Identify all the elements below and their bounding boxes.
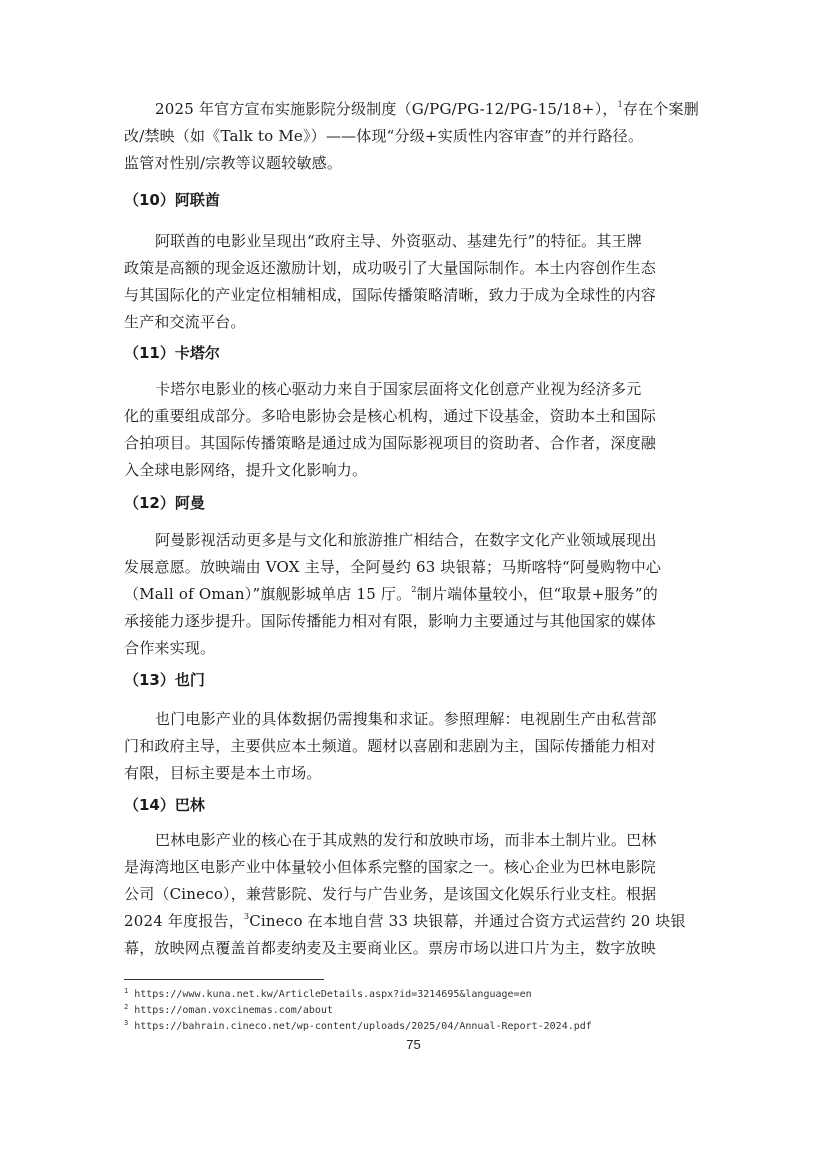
paragraph-yemen xyxy=(124,706,702,787)
text-line: 阿联酋的电影业呈现出“政府主导、外资驱动、基建先行”的特征。其王牌 xyxy=(155,232,642,250)
text-line: 与其国际化的产业定位相辅相成，国际传播策略清晰，致力于成为全球性的内容 xyxy=(124,286,657,304)
text-run: 存在个案删 xyxy=(622,100,699,118)
footnote-2 xyxy=(124,1004,333,1018)
paragraph-bahrain xyxy=(124,827,702,962)
section-heading-oman: （12）阿曼 xyxy=(124,494,205,512)
text-line: 监管对性别/宗教等议题较敏感。 xyxy=(124,154,343,172)
footnote-link[interactable]: https://www.kuna.net.kw/ArticleDetails.aspx?id=3214695&language=en xyxy=(134,989,532,1000)
footnote-mark: 2 xyxy=(124,1003,129,1011)
text-run: 2024 年度报告， xyxy=(124,912,244,930)
section-heading-uae: （10）阿联酋 xyxy=(124,191,220,209)
paragraph-uae xyxy=(124,228,702,336)
footnote-ref-1[interactable]: 1 xyxy=(617,100,623,109)
text-line: 幕，放映网点覆盖首都麦纳麦及主要商业区。票房市场以进口片为主，数字放映 xyxy=(124,939,657,957)
footnote-link[interactable]: https://bahrain.cineco.net/wp-content/uploads/2025/04/Annual-Report-2024.pdf xyxy=(134,1021,592,1032)
text-line: 承接能力逐步提升。国际传播能力相对有限，影响力主要通过与其他国家的媒体 xyxy=(124,612,657,630)
text-line: 公司（Cineco），兼营影院、发行与广告业务，是该国文化娱乐行业支柱。根据 xyxy=(124,885,657,903)
text-line: 化的重要组成部分。多哈电影协会是核心机构，通过下设基金，资助本土和国际 xyxy=(124,407,657,425)
text-run: 制片端体量较小，但“取景+服务”的 xyxy=(416,585,658,603)
text-line: 合作来实现。 xyxy=(124,639,216,657)
footnote-mark: 1 xyxy=(124,987,129,995)
text-line: 政策是高额的现金返还激励计划，成功吸引了大量国际制作。本土内容创作生态 xyxy=(124,259,657,277)
section-heading-qatar: （11）卡塔尔 xyxy=(124,344,220,362)
footnote-1 xyxy=(124,988,532,1002)
text-line: 是海湾地区电影产业中体量较小但体系完整的国家之一。核心企业为巴林电影院 xyxy=(124,858,657,876)
footnote-ref-3[interactable]: 3 xyxy=(243,912,250,921)
text-line: 生产和交流平台。 xyxy=(124,313,246,331)
paragraph-qatar xyxy=(124,376,702,484)
text-run: （Mall of Oman）”旗舰影城单店 15 厅。 xyxy=(124,585,412,603)
section-heading-yemen: （13）也门 xyxy=(124,671,205,689)
text-line: 卡塔尔电影业的核心驱动力来自于国家层面将文化创意产业视为经济多元 xyxy=(155,380,642,398)
paragraph-oman xyxy=(124,527,702,662)
text-run: 2025 年官方宣布实施影院分级制度（G/PG/PG-12/PG-15/18+）， xyxy=(155,100,618,118)
footnote-separator xyxy=(124,979,324,980)
text-run: Cineco 在本地自营 33 块银幕，并通过合资方式运营约 20 块银 xyxy=(249,912,686,930)
paragraph-rating-system xyxy=(124,96,702,177)
footnote-mark: 3 xyxy=(124,1019,129,1027)
footnote-link[interactable]: https://oman.voxcinemas.com/about xyxy=(134,1005,333,1016)
text-line: 门和政府主导，主要供应本土频道。题材以喜剧和悲剧为主，国际传播能力相对 xyxy=(124,737,657,755)
text-line: 阿曼影视活动更多是与文化和旅游推广相结合，在数字文化产业领域展现出 xyxy=(155,531,657,549)
text-line: 入全球电影网络，提升文化影响力。 xyxy=(124,461,368,479)
page-number: 75 xyxy=(406,1037,421,1052)
text-line: 巴林电影产业的核心在于其成熟的发行和放映市场，而非本土制片业。巴林 xyxy=(155,831,657,849)
footnote-3 xyxy=(124,1020,592,1034)
text-line: 有限，目标主要是本土市场。 xyxy=(124,764,322,782)
text-line: 改/禁映（如《Talk to Me》）——体现“分级+实质性内容审查”的并行路径。 xyxy=(124,127,644,145)
footnote-ref-2[interactable]: 2 xyxy=(411,585,417,594)
text-line: 合拍项目。其国际传播策略是通过成为国际影视项目的资助者、合作者，深度融 xyxy=(124,434,657,452)
text-line: 发展意愿。放映端由 VOX 主导，全阿曼约 63 块银幕；马斯喀特“阿曼购物中心 xyxy=(124,558,662,576)
text-line: 也门电影产业的具体数据仍需搜集和求证。参照理解：电视剧生产由私营部 xyxy=(155,710,657,728)
section-heading-bahrain: （14）巴林 xyxy=(124,796,205,814)
